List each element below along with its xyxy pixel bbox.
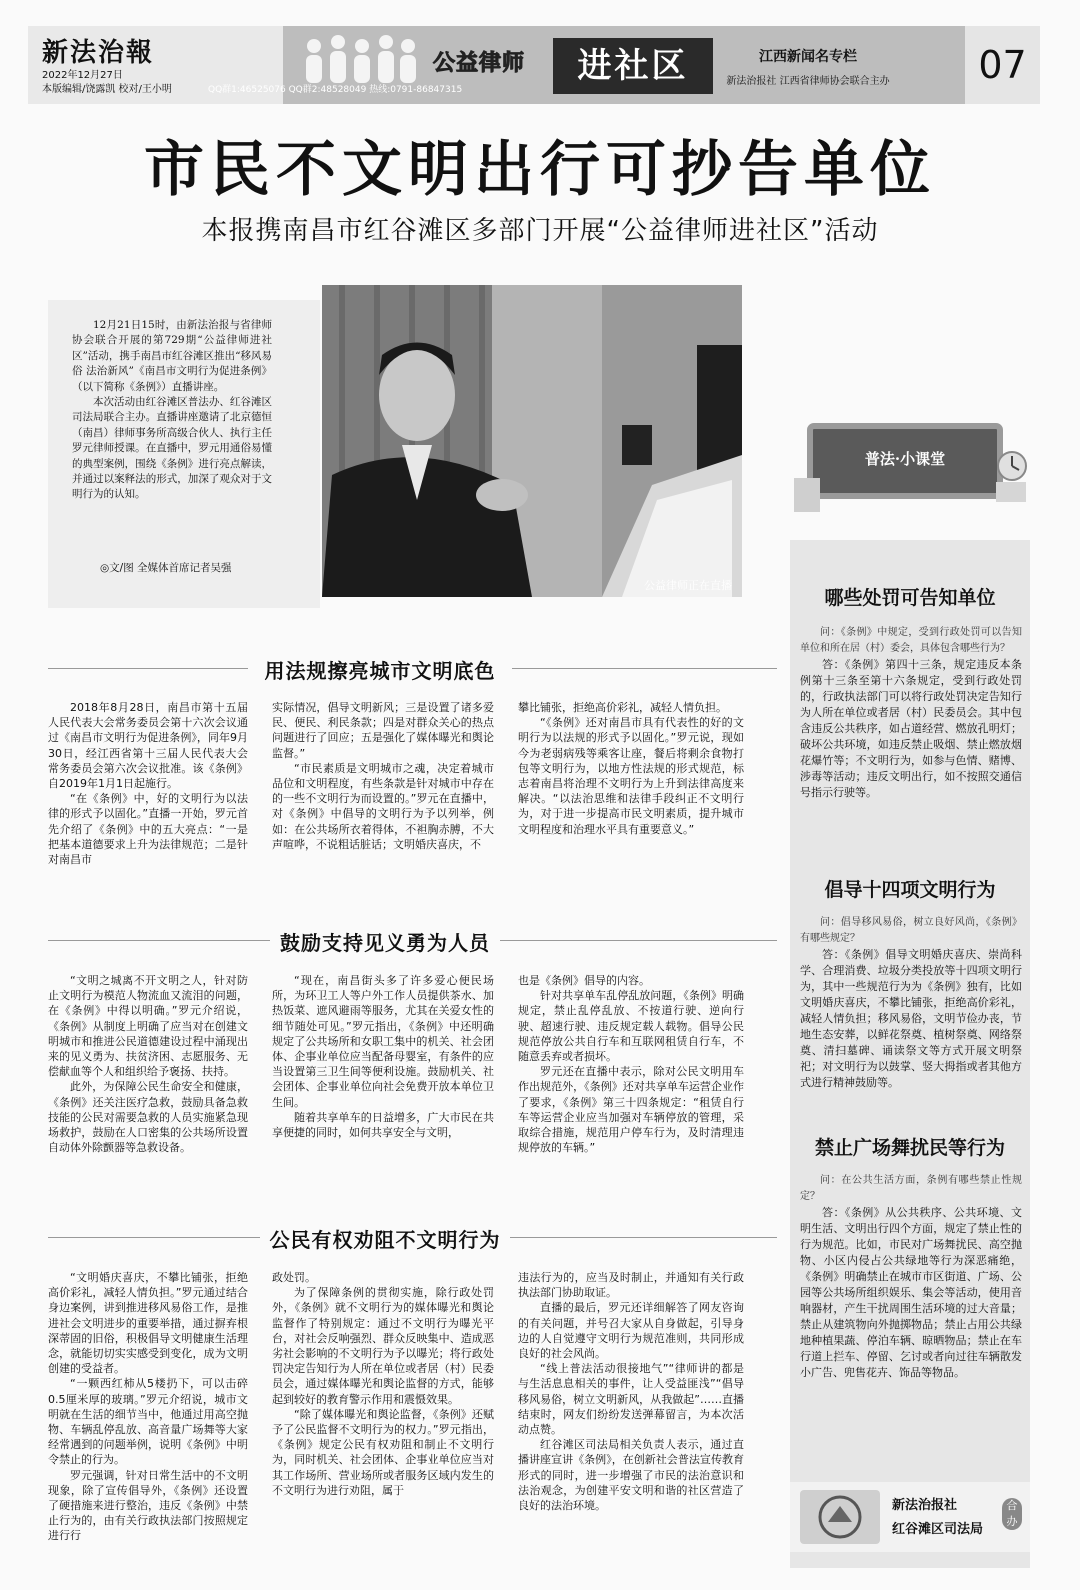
people-group-icon [300,32,420,84]
editor-credits: 本版编辑/饶露凯 校对/王小明 [42,84,172,95]
article-column [518,1270,744,1513]
sidebar-footer [790,1482,1030,1552]
column-organizers: 新法治报社 江西省律师协会联合主办 [726,76,890,87]
article-paragraph: 攀比铺张，拒绝高价彩礼，减轻人情负担。 [518,701,727,714]
article-paragraph: “在《条例》中，好的文明行为以法律的形式予以固化。”直播一开始，罗元首先介绍了《条例》中的五大亮点：“一是把基本道德要求上升为法律规范；二是针对南昌市 [48,792,248,867]
intro-text [72,318,272,503]
article-paragraph: 也是《条例》倡导的内容。 [518,974,650,987]
section-heading: 鼓励支持见义勇为人员 [280,931,490,955]
lawyer-livestream-photo [322,285,742,597]
article-paragraph: 针对共享单车乱停乱放问题，《条例》明确规定，禁止乱停乱放、不按道行驶、逆向行驶、超速行驶、违反规定载人载物。倡导公民规范停放公共自行车和互联网租赁自行车，不随意丢弃或者损坏。 [518,989,744,1064]
sidebar-question: 问：倡导移风易俗，树立良好风尚，《条例》有哪些规定？ [800,917,1022,944]
sidebar-qa [800,1173,1022,1381]
sidebar-answer: 答：《条例》倡导文明婚庆喜庆、崇尚科学、合理消费、垃圾分类投放等十四项文明行为，其中一些规范行为为《条例》独有，比如文明婚庆喜庆，不攀比铺张，拒绝高价彩礼，减轻人情负担；移风易俗，文明节俭办丧，节地生态安葬，以鲜花祭奠、植树祭奠、网络祭奠、清扫墓碑、诵读祭文等方式开展文明祭祀；对文明行为以鼓掌、竖大拇指或者其他方式进行精神鼓励等。 [800,948,1022,1089]
section-divider [500,940,777,941]
sidebar-heading: 哪些处罚可告知单位 [824,587,996,609]
article-paragraph: “文明之城离不开文明之人，针对防止文明行为模范人物流血又流泪的问题，在《条例》中得以明确。”罗元介绍说，《条例》从制度上明确了应当对在创建文明城市和推进公民道德建设过程中涌现出来的见义勇为、扶贫济困、志愿服务、无偿献血等个人和组织给予褒扬、扶持。 [48,974,248,1079]
article-paragraph: 罗元还在直播中表示，除对公民文明用车作出规范外，《条例》还对共享单车运营企业作了要求，《条例》第三十四条规定：“租赁自行车等运营企业应当加强对车辆停放的管理，采取综合措施，规范用户停车行为，及时清理违规停放的车辆。” [518,1065,744,1155]
article-column [272,973,494,1140]
article-paragraph: 直播的最后，罗元还详细解答了网友咨询的有关问题，并号召大家从自身做起，引导身边的人自觉遵守文明行为规范准则，共同形成良好的社会风尚。 [518,1301,744,1361]
article-column [518,973,744,1155]
sidebar-answer: 答：《条例》从公共秩序、公共环境、文明生活、文明出行四个方面，规定了禁止性的行为规范。比如，市民对广场舞扰民、高空抛物、小区内侵占公共绿地等行为深恶痛绝，《条例》明确禁止在城市市区街道、广场、公园等公共场所组织娱乐、集会等活动，使用音响器材，产生干扰周围生活环境的过大音量；禁止从建筑物向外抛掷物品；禁止占用公共绿地种植果蔬、停泊车辆、晾晒物品；禁止在车行道上拦车、停留、乞讨或者向过往车辆散发小广告、兜售花卉、饰品等物品。 [800,1206,1022,1379]
contact-line: QQ群1:46525076 QQ群2:48528049 热线:0791-86847315 [208,85,463,95]
section-heading: 用法规擦亮城市文明底色 [264,659,496,683]
column-name: 江西新闻名专栏 [759,49,857,65]
issue-date: 2022年12月27日 [42,70,123,81]
article-paragraph: 随着共享单车的日益增多，广大市民在共享便捷的同时，如何共享安全与文明， [272,1110,494,1140]
sidebar-heading: 禁止广场舞扰民等行为 [814,1137,1005,1159]
article-column [48,973,248,1155]
article-paragraph: “现在，南昌街头多了许多爱心便民场所，为环卫工人等户外工作人员提供茶水、加热饭菜、遮风避雨等服务，尤其在关爱女性的细节随处可见。”罗元指出，《条例》中还明确规定了公共场所和女职工集中的机关、社会团体、企事业单位应当配备母婴室，有条件的应当设置第三卫生间等便利设施。鼓励机关、社会团体、企事业单位向社会免费开放本单位卫生间。 [272,974,494,1109]
banner-label: 公益律师 [433,50,526,76]
masthead [28,26,1040,104]
banner-title: 进社区 [553,38,713,94]
sidebar-board-label: 普法·小课堂 [864,450,946,468]
article-column [48,700,248,867]
article-paragraph: “文明婚庆喜庆，不攀比铺张，拒绝高价彩礼，减轻人情负担。”罗元通过结合身边案例，讲到推进移风易俗工作，是推进社会文明进步的重要举措，通过摒弃根深蒂固的旧俗，积极倡导文明健康生活理念，就能切切实实感受到变化，成为文明创建的受益者。 [48,1271,248,1376]
article-paragraph: “除了媒体曝光和舆论监督，《条例》还赋予了公民监督不文明行为的权力。”罗元指出，《条例》规定公民有权劝阻和制止不文明行为，同时机关、社会团体、企事业单位应当对其工作场所、营业场所或者服务区域内发生的不文明行为进行劝阻，属于 [272,1407,494,1497]
byline: ◎文/图 全媒体首席记者吴强 [100,562,232,574]
section-divider [512,668,777,669]
intro-paragraph: 本次活动由红谷滩区普法办、红谷滩区司法局联合主办。直播讲座邀请了北京德恒（南昌）律师事务所高级合伙人、执行主任罗元律师授课。在直播中，罗元用通俗易懂的典型案例，围绕《条例》进行亮点解读，并通过以案释法的形式，加深了观众对于文明行为的认知。 [72,396,272,501]
cohost-badge: 合办 [1002,1498,1022,1530]
newspaper-logo: 新法治報 [42,38,155,68]
article-paragraph: “线上普法活动很接地气”“律师讲的都是与生活息息相关的事件，让人受益匪浅”“倡导移风易俗，树立文明新风，从我做起”……直播结束时，网友们纷纷发送弹幕留言，为本次活动点赞。 [518,1362,744,1437]
intro-paragraph: 12月21日15时，由新法治报与省律师协会联合开展的第729期“公益律师进社区”活动，携手南昌市红谷滩区推出“移风易俗 法治新风”《南昌市文明行为促进条例》（以下简称《条例》）直播讲座。 [72,319,272,393]
section-divider [510,1237,777,1238]
article-column [272,1270,494,1498]
article-paragraph: 政处罚。 [272,1271,316,1284]
article-paragraph: 实际情况，倡导文明新风；三是设置了诸多爱民、便民、利民条款；四是对群众关心的热点问题进行了回应；五是强化了媒体曝光和舆论监督。” [272,701,494,760]
photo-caption: 公益律师正在直播 [644,579,732,592]
column-info [718,46,898,87]
article-column [518,700,744,837]
article-paragraph: 为了保障条例的贯彻实施，除行政处罚外，《条例》就不文明行为的媒体曝光和舆论监督作了特别规定：通过不文明行为曝光平台，对社会反响强烈、群众反映集中、造成恶劣社会影响的不文明行为予以曝光；将行政处罚决定告知行为人所在单位或者居（村）民委员会，通过媒体曝光和舆论监督的方式，能够起到较好的教育警示作用和震慑效果。 [272,1286,494,1406]
headline: 市民不文明出行可抄告单位 [144,135,936,205]
section-divider [48,668,248,669]
article-paragraph: “《条例》还对南昌市具有代表性的好的文明行为以法规的形式予以固化。”罗元说，现如今为老弱病残等乘客让座，餐后将剩余食物打包等文明行为，以地方性法规的形式规范，标志着南昌将治理不文明行为上升到法律高度来解决。“以法治思维和法律手段纠正不文明行为，对于进一步提高市民文明素质，提升城市文明程度和治理水平具有重要意义。” [518,716,744,836]
article-paragraph: 此外，为保障公民生命安全和健康，《条例》还关注医疗急救，鼓励具备急救技能的公民对需要急救的人员实施紧急现场救护，鼓励在人口密集的公共场所设置自动体外除颤器等急救设备。 [48,1080,248,1155]
sidebar-answer: 答：《条例》第四十三条，规定违反本条例第十三条至第十六条规定，受到行政处罚的，行政执法部门可以将行政处罚决定告知行为人所在单位或者居（村）民委员会。其中包含违反公共秩序，如占道经营、燃放孔明灯；破坏公共环境，如违反禁止吸烟、禁止燃放烟花爆竹等；不文明行为，如参与色情、赌博、涉毒等活动；违反文明出行，如不按照交通信号指示行驶等。 [800,658,1022,799]
article-paragraph: “一颗西红柿从5楼扔下，可以击碎0.5厘米厚的玻璃。”罗元介绍说，城市文明就在生活的细节当中，他通过用高空抛物、车辆乱停乱放、高音量广场舞等大家经常遇到的问题举例，说明《条例》中明令禁止的行为。 [48,1377,248,1467]
sidebar-question: 问：《条例》中规定，受到行政处罚可以告知单位和所在居（村）委会，具体包含哪些行为？ [800,627,1022,654]
news-photo [322,285,742,597]
footer-org: 新法治报社 [892,1498,958,1513]
sidebar-qa [800,915,1022,1091]
subheadline: 本报携南昌市红谷滩区多部门开展“公益律师进社区”活动 [201,216,879,246]
article-paragraph: “市民素质是文明城市之魂，决定着城市品位和文明程度，有些条款是针对城市中存在的一些不文明行为而设置的。”罗元在直播中，对《条例》中倡导的文明行为予以列举，例如：在公共场所衣着得体，不袒胸赤膊，不大声喧哗，不说粗话脏话；文明婚庆喜庆，不 [272,761,494,851]
section-heading: 公民有权劝阻不文明行为 [269,1228,501,1252]
sidebar-qa [800,625,1022,801]
article-paragraph: 罗元强调，针对日常生活中的不文明现象，除了宣传倡导外，《条例》还设置了硬措施来进行整治，违反《条例》中禁止行为的，由有关行政执法部门按照规定进行行 [48,1468,248,1543]
section-divider [48,1237,260,1238]
footer-org: 红谷滩区司法局 [892,1522,984,1537]
article-paragraph: 红谷滩区司法局相关负责人表示，通过直播讲座宣讲《条例》，在创新社会普法宣传教育形式的同时，进一步增强了市民的法治意识和法治观念，为创建平安文明和谐的社区营造了良好的法治环境。 [518,1438,744,1513]
article-column [272,700,494,852]
sidebar-heading: 倡导十四项文明行为 [824,879,996,901]
page-number: 07 [965,26,1040,104]
sidebar-question: 问：在公共生活方面，条例有哪些禁止性规定？ [800,1175,1022,1202]
article-paragraph: 违法行为的，应当及时制止，并通知有关行政执法部门协助取证。 [518,1271,744,1300]
article-paragraph: 2018年8月28日，南昌市第十五届人民代表大会常务委员会第十六次会议通过《南昌市文明行为促进条例》，同年9月30日，经江西省第十三届人民代表大会常务委员会第六次会议批准。该《条例》自2019年1月1日起施行。 [48,701,248,791]
section-divider [48,940,270,941]
article-column [48,1270,248,1544]
emblem-icon [798,1488,882,1546]
